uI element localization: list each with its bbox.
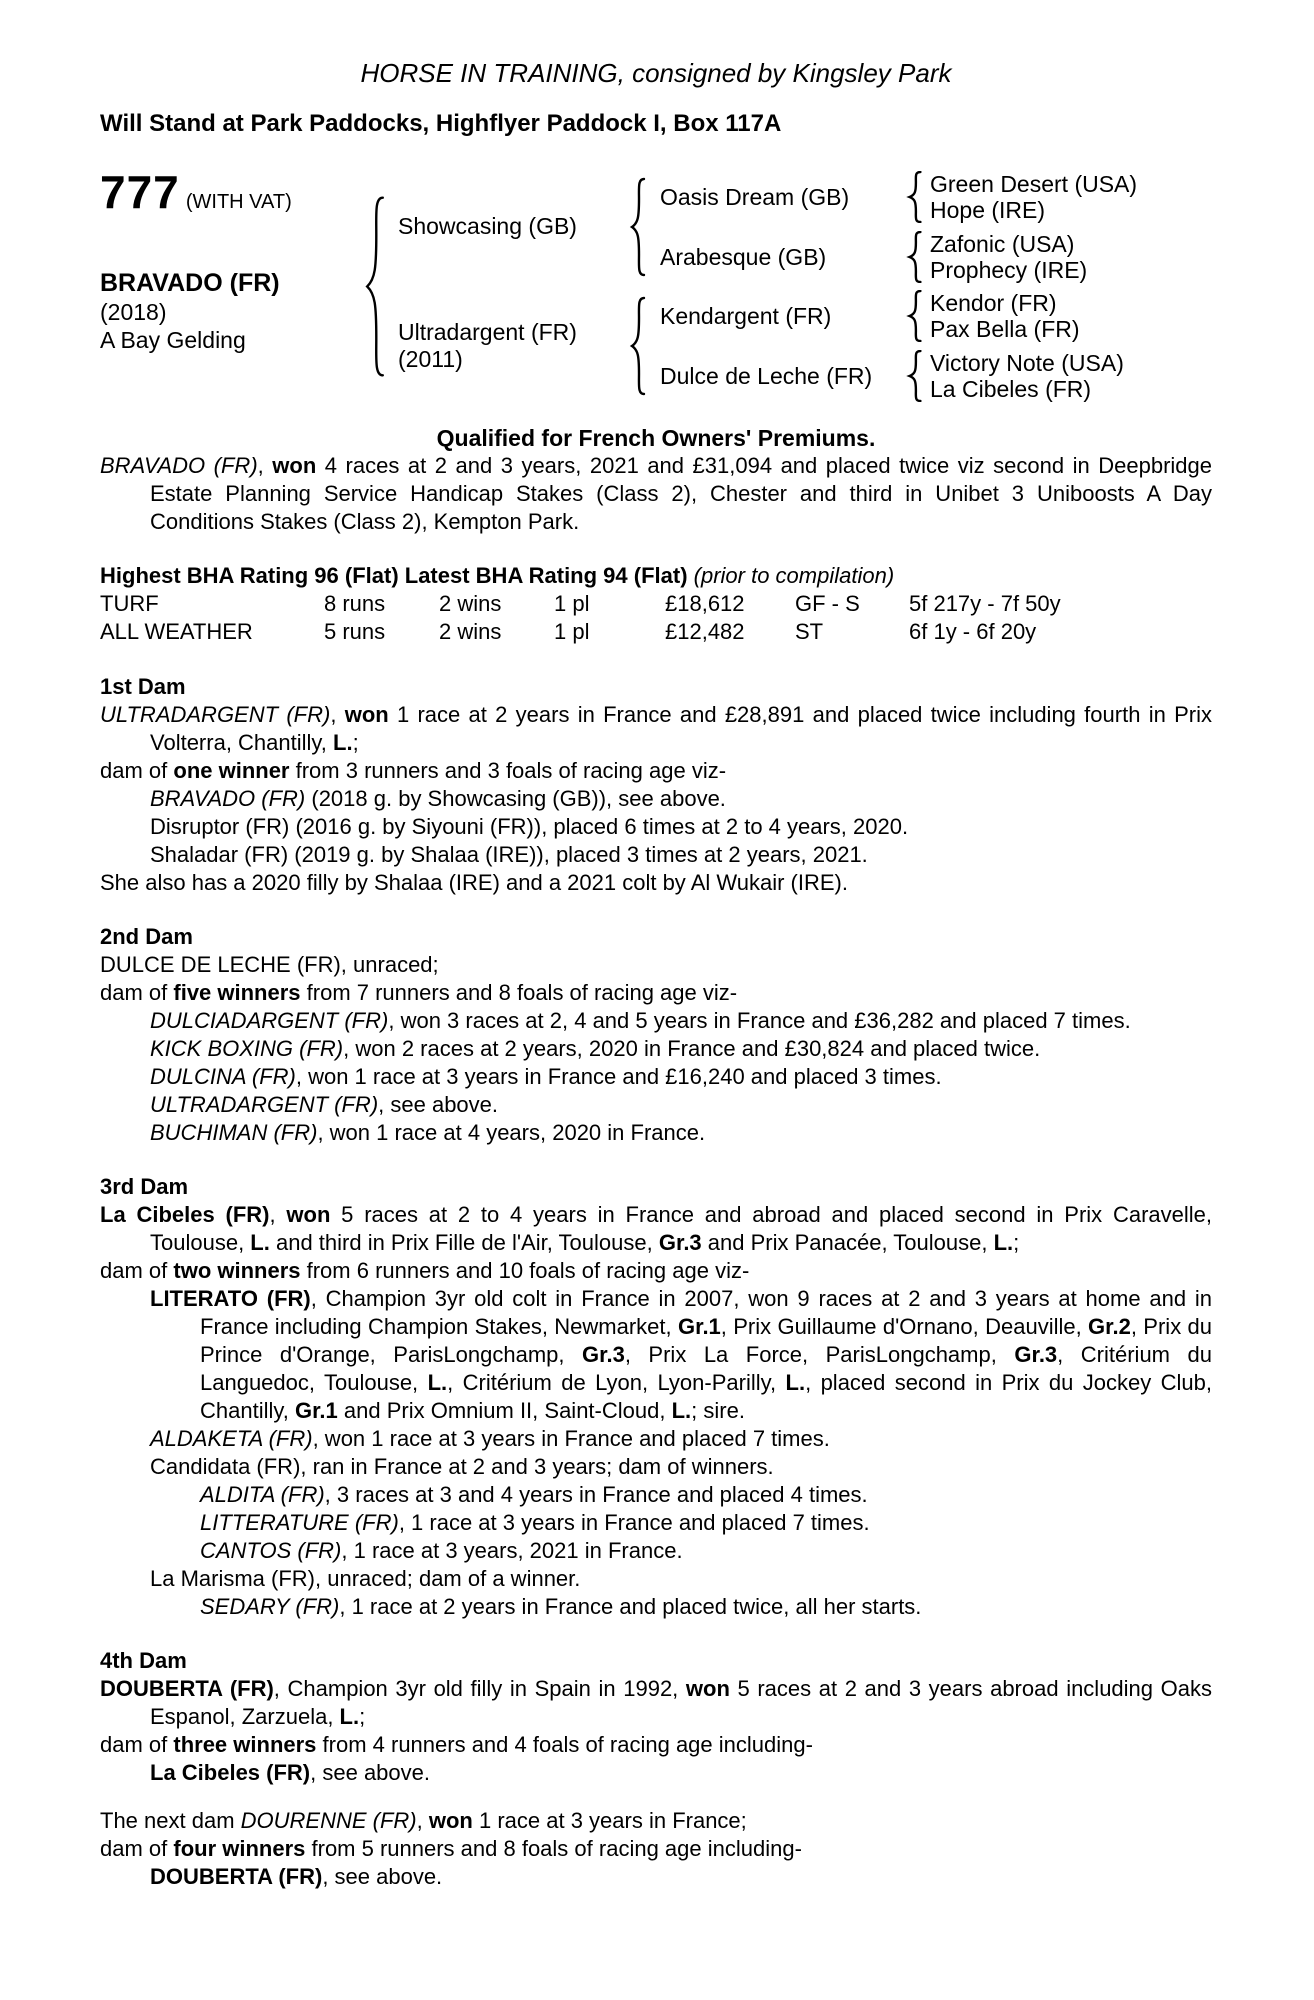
dam4-progeny: La Cibeles (FR), see above. — [150, 1760, 431, 1785]
pedigree-brace-sire — [628, 177, 648, 277]
pedigree-brace-pair — [906, 350, 924, 402]
section-heading-2nd-dam: 2nd Dam — [100, 924, 193, 949]
lot-block — [100, 168, 362, 354]
next-dam-paragraph: dam of four winners from 5 runners and 8 foals of racing age including- — [100, 1836, 802, 1861]
premium-note: Qualified for French Owners' Premiums. — [436, 425, 876, 451]
places-cell: 1 pl — [554, 619, 590, 644]
dam3-subprogeny: SEDARY (FR), 1 race at 2 years in France and placed twice, all her starts. — [200, 1594, 922, 1619]
race-record-summary: BRAVADO (FR), won 4 races at 2 and 3 years, 2021 and £31,094 and placed twice viz second in Deepbridge Estate Planning Service Handicap Stakes (Class 2), Chester and third in Unibet 3 Uniboosts A Day Conditions Stakes (Class 2), Kempton Park. — [100, 453, 1213, 534]
dam2-progeny: DULCINA (FR), won 1 race at 3 years in France and £16,240 and placed 3 times. — [150, 1064, 942, 1089]
next-dam-block — [100, 1807, 1212, 1891]
great-grandparent-name: Zafonic (USA) — [930, 230, 1075, 257]
horse-description: A Bay Gelding — [100, 327, 246, 353]
dam3-subprogeny: LITTERATURE (FR), 1 race at 3 years in France and placed 7 times. — [200, 1510, 870, 1535]
great-grandparent-name: Green Desert (USA) — [930, 170, 1138, 197]
earnings-cell: £18,612 — [665, 591, 745, 616]
horse-foaling-year: (2018) — [100, 299, 167, 325]
dam3-progeny: ALDAKETA (FR), won 1 race at 3 years in France and placed 7 times. — [150, 1426, 830, 1451]
dam3-paragraph: dam of two winners from 6 runners and 10 foals of racing age viz- — [100, 1258, 750, 1283]
bha-rating-line: Highest BHA Rating 96 (Flat) Latest BHA Rating 94 (Flat) (prior to compilation) — [100, 563, 895, 588]
dam3-subprogeny: CANTOS (FR), 1 race at 3 years, 2021 in France. — [200, 1538, 683, 1563]
distances-cell: 6f 1y - 6f 20y — [909, 619, 1037, 644]
pedigree-brace-pair — [906, 290, 924, 342]
runs-cell: 8 runs — [324, 591, 386, 616]
places-cell: 1 pl — [554, 591, 590, 616]
dam1-progeny: Disruptor (FR) (2016 g. by Siyouni (FR)), placed 6 times at 2 to 4 years, 2020. — [150, 814, 909, 839]
going-cell: ST — [795, 619, 824, 644]
great-grandparents — [924, 290, 1080, 342]
dam-block — [388, 287, 1137, 404]
race-record-table — [100, 590, 1212, 646]
damdam-name: Dulce de Leche (FR) — [660, 362, 873, 389]
granddam-name: Arabesque (GB) — [660, 243, 827, 270]
dam-grandparents — [648, 287, 1124, 404]
great-grandparent-name: La Cibeles (FR) — [930, 375, 1092, 402]
dam-name-text: Ultradargent (FR) — [398, 318, 577, 345]
runs-cell: 5 runs — [324, 619, 386, 644]
dam3-subprogeny: ALDITA (FR), 3 races at 3 and 4 years in France and placed 4 times. — [200, 1482, 868, 1507]
pedigree-brace-pair — [906, 171, 924, 223]
dam-year: (2011) — [398, 345, 463, 372]
section-heading-3rd-dam: 3rd Dam — [100, 1174, 189, 1199]
surface-cell: TURF — [100, 591, 159, 616]
great-grandparents — [924, 350, 1124, 402]
lot-number: 777 — [100, 166, 180, 218]
horse-name: BRAVADO (FR) — [100, 269, 280, 297]
great-grandparent-name: Pax Bella (FR) — [930, 315, 1080, 342]
grandparent-block — [648, 228, 1137, 285]
sire-grandparents — [648, 168, 1137, 285]
great-grandparents — [924, 231, 1087, 283]
dam1-progeny: Shaladar (FR) (2019 g. by Shalaa (IRE)), placed 3 times at 2 years, 2021. — [150, 842, 868, 867]
stand-location-line: Will Stand at Park Paddocks, Highflyer Paddock I, Box 117A — [100, 110, 782, 137]
section-heading-1st-dam: 1st Dam — [100, 674, 186, 699]
dam2-progeny: ULTRADARGENT (FR), see above. — [150, 1092, 499, 1117]
dam1-paragraph: She also has a 2020 filly by Shalaa (IRE) and a 2021 colt by Al Wukair (IRE). — [100, 870, 848, 895]
section-heading-4th-dam: 4th Dam — [100, 1648, 187, 1673]
great-grandparent-name: Hope (IRE) — [930, 196, 1046, 223]
dam2-paragraph: DULCE DE LECHE (FR), unraced; — [100, 952, 439, 977]
great-grandparent-name: Prophecy (IRE) — [930, 256, 1088, 283]
dam2-progeny: KICK BOXING (FR), won 2 races at 2 years, 2020 in France and £30,824 and placed twice. — [150, 1036, 1041, 1061]
going-cell: GF - S — [795, 591, 860, 616]
vat-note: (WITH VAT) — [185, 191, 292, 213]
dam3-progeny: Candidata (FR), ran in France at 2 and 3 years; dam of winners. — [150, 1454, 774, 1479]
wins-cell: 2 wins — [439, 591, 502, 616]
dam1-progeny: BRAVADO (FR) (2018 g. by Showcasing (GB)), see above. — [150, 786, 726, 811]
great-grandparent-name: Kendor (FR) — [930, 289, 1057, 316]
pedigree-parents-column — [388, 168, 1137, 404]
sire-block — [388, 168, 1137, 285]
sire-name: Showcasing (GB) — [398, 213, 577, 239]
dam3-paragraph: La Cibeles (FR), won 5 races at 2 to 4 years in France and abroad and placed second in Prix Caravelle, Toulouse, L. and third in Prix Fille de l'Air, Toulouse, Gr.3 and Prix Panacée, Toulouse, L.; — [100, 1202, 1212, 1255]
page-title: HORSE IN TRAINING, consigned by Kingsley Park — [360, 58, 952, 88]
wins-cell: 2 wins — [439, 619, 502, 644]
pedigree-table — [100, 168, 1212, 404]
great-grandparents — [924, 171, 1137, 223]
distances-cell: 5f 217y - 7f 50y — [909, 591, 1061, 616]
dam2-paragraph: dam of five winners from 7 runners and 8 foals of racing age viz- — [100, 980, 738, 1005]
earnings-cell: £12,482 — [665, 619, 745, 644]
pedigree-brace-pair — [906, 231, 924, 283]
dam3-progeny: LITERATO (FR), Champion 3yr old colt in France in 2007, won 9 races at 2 and 3 years at home and in France including Champion Stakes, Newmarket, Gr.1, Prix Guillaume d'Ornano, Deauville, Gr.2, Prix du Prince d'Orange, ParisLongchamp, Gr.3, Prix La Force, ParisLongchamp, Gr.3, Critérium du Languedoc, Toulouse, L., Critérium de Lyon, Lyon-Parilly, L., placed second in Prix du Jockey Club, Chantilly, Gr.1 and Prix Omnium II, Saint-Cloud, L.; sire. — [150, 1286, 1213, 1423]
dam-name — [388, 319, 628, 373]
grandparent-block — [648, 347, 1124, 404]
pedigree-brace-main — [362, 194, 388, 379]
lot-line — [100, 168, 362, 216]
dam4-paragraph: dam of three winners from 4 runners and 4 foals of racing age including- — [100, 1732, 813, 1757]
dam2-progeny: BUCHIMAN (FR), won 1 race at 4 years, 2020 in France. — [150, 1120, 706, 1145]
great-grandparent-name: Victory Note (USA) — [930, 349, 1124, 376]
grandparent-block — [648, 287, 1124, 344]
dam2-progeny: DULCIADARGENT (FR), won 3 races at 2, 4 and 5 years in France and £36,282 and placed 7 times. — [150, 1008, 1131, 1033]
dam1-paragraph: dam of one winner from 3 runners and 3 foals of racing age viz- — [100, 758, 727, 783]
grandparent-block — [648, 168, 1137, 225]
dam4-paragraph: DOUBERTA (FR), Champion 3yr old filly in Spain in 1992, won 5 races at 2 and 3 years abroad including Oaks Espanol, Zarzuela, L.; — [100, 1676, 1212, 1729]
dam1-paragraph: ULTRADARGENT (FR), won 1 race at 2 years in France and £28,891 and placed twice including fourth in Prix Volterra, Chantilly, L.; — [100, 702, 1212, 755]
pedigree-brace-dam — [628, 296, 648, 396]
next-dam-paragraph: The next dam DOURENNE (FR), won 1 race at 3 years in France; — [100, 1808, 747, 1833]
grandsire-name: Oasis Dream (GB) — [660, 183, 850, 210]
damsire-name: Kendargent (FR) — [660, 302, 832, 329]
dam3-progeny: La Marisma (FR), unraced; dam of a winner. — [150, 1566, 581, 1591]
next-dam-progeny: DOUBERTA (FR), see above. — [150, 1864, 443, 1889]
surface-cell: ALL WEATHER — [100, 619, 253, 644]
